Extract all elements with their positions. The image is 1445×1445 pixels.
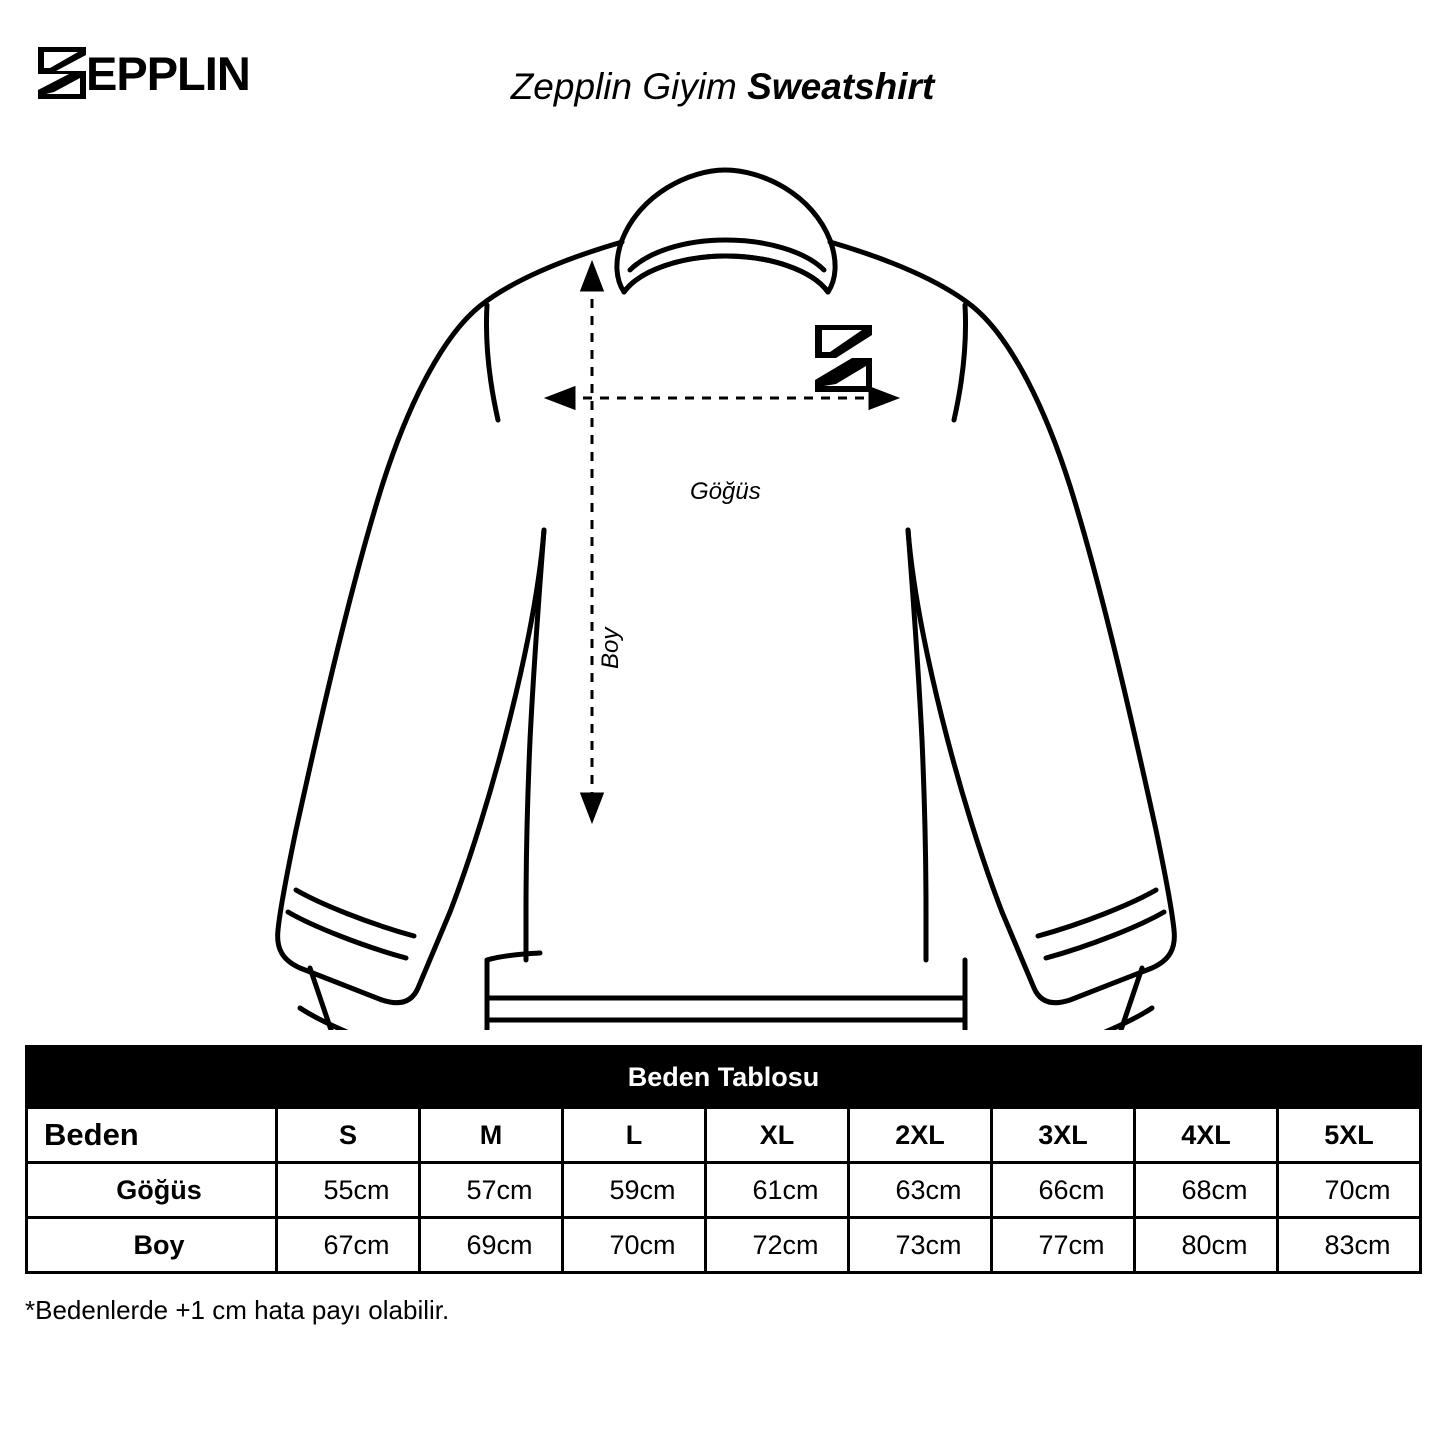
cell-gogus-3xl: 66cm: [992, 1163, 1135, 1218]
column-header-4xl: 4XL: [1135, 1108, 1278, 1163]
cell-gogus-s: 55cm: [277, 1163, 420, 1218]
cell-boy-5xl: 83cm: [1278, 1218, 1421, 1273]
column-header-s: S: [277, 1108, 420, 1163]
chest-zepplin-z-logo-icon: [815, 325, 872, 392]
column-header-xl: XL: [706, 1108, 849, 1163]
cell-boy-2xl: 73cm: [849, 1218, 992, 1273]
cell-boy-l: 70cm: [563, 1218, 706, 1273]
size-table-wrapper: [25, 1045, 1421, 1274]
row-label-gogus: Göğüs: [27, 1163, 277, 1218]
sweatshirt-drawing: [0, 130, 1445, 1030]
length-measure-label: Boy: [597, 622, 625, 675]
size-table-note: *Bedenlerde +1 cm hata payı olabilir.: [25, 1295, 450, 1325]
brand-logo-text: EPPLIN: [86, 46, 250, 100]
page-title-bold: Sweatshirt: [747, 66, 935, 107]
cell-gogus-l: 59cm: [563, 1163, 706, 1218]
garment-illustration: [0, 130, 1445, 1030]
table-title: Beden Tablosu: [27, 1047, 1421, 1108]
length-measure-arrow: [582, 264, 602, 820]
column-header-5xl: 5XL: [1278, 1108, 1421, 1163]
cell-boy-xl: 72cm: [706, 1218, 849, 1273]
table-header-row: [27, 1108, 1421, 1163]
column-header-beden: Beden: [27, 1108, 277, 1163]
cell-boy-4xl: 80cm: [1135, 1218, 1278, 1273]
column-header-2xl: 2XL: [849, 1108, 992, 1163]
cell-gogus-m: 57cm: [420, 1163, 563, 1218]
chest-measure-label: Göğüs: [684, 478, 767, 506]
cell-boy-m: 69cm: [420, 1218, 563, 1273]
row-label-boy: Boy: [27, 1218, 277, 1273]
table-row: [27, 1163, 1421, 1218]
size-table: [25, 1045, 1422, 1274]
cell-gogus-5xl: 70cm: [1278, 1163, 1421, 1218]
column-header-3xl: 3XL: [992, 1108, 1135, 1163]
table-row: [27, 1218, 1421, 1273]
table-title-row: [27, 1047, 1421, 1108]
page-title: [0, 66, 1445, 108]
page-header: [0, 0, 1445, 140]
cell-boy-s: 67cm: [277, 1218, 420, 1273]
cell-gogus-4xl: 68cm: [1135, 1163, 1278, 1218]
cell-gogus-xl: 61cm: [706, 1163, 849, 1218]
page-title-light: Zepplin Giyim: [510, 66, 748, 107]
column-header-l: L: [563, 1108, 706, 1163]
cell-boy-3xl: 77cm: [992, 1218, 1135, 1273]
column-header-m: M: [420, 1108, 563, 1163]
cell-gogus-2xl: 63cm: [849, 1163, 992, 1218]
